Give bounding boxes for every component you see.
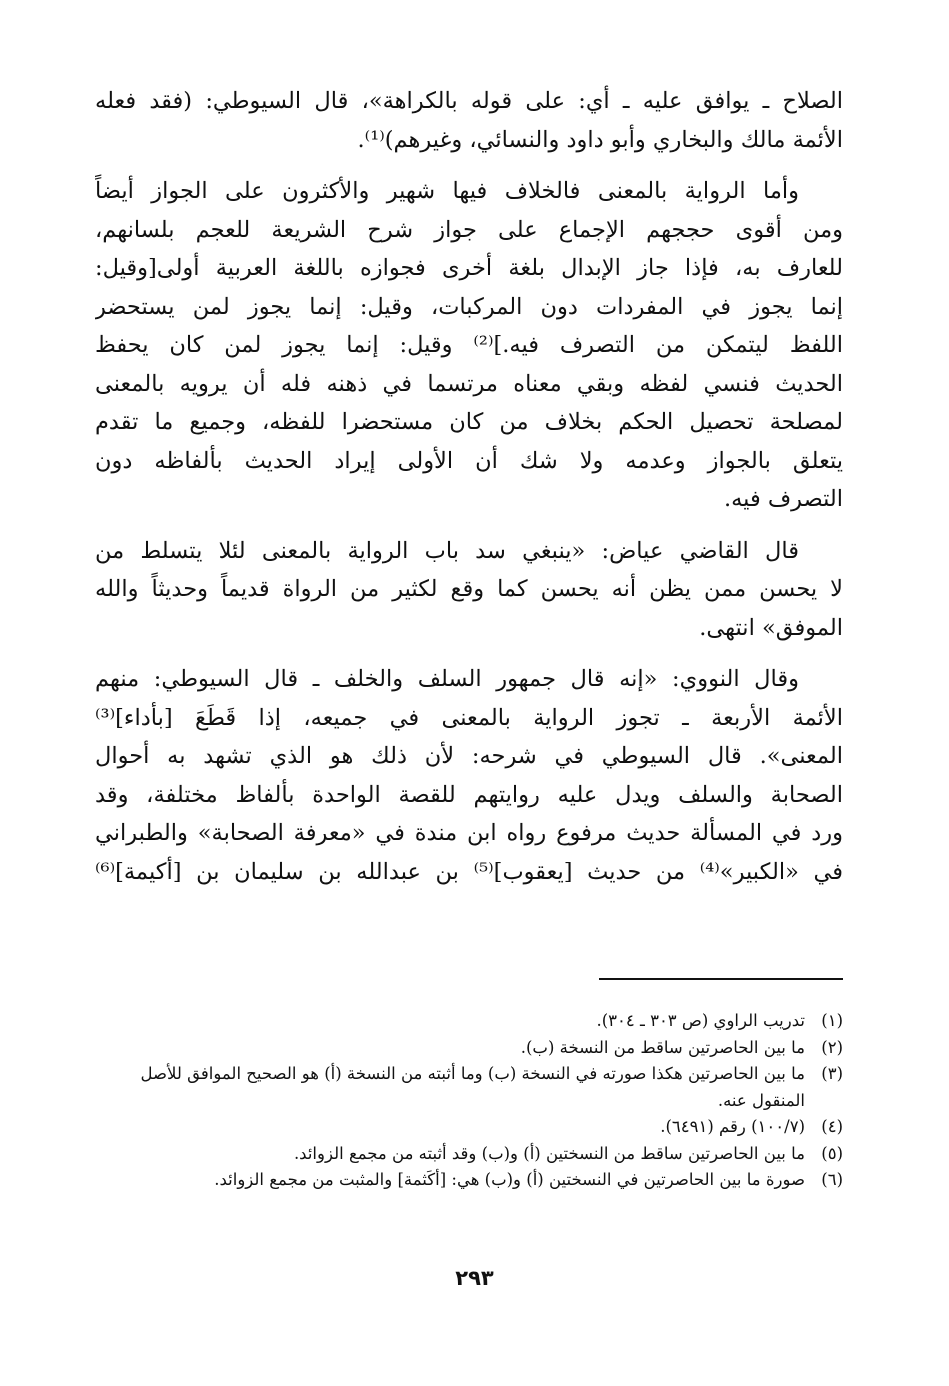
main-text: [95, 82, 843, 904]
text-line: الحديث فنسي لفظه وبقي معناه مرتسما في ذهنه فله أن يرويه بالمعنى: [95, 370, 843, 397]
text-line: وقال النووي: «إنه قال جمهور السلف والخلف ـ قال السيوطي: منهم: [95, 666, 799, 692]
text-line: لا يحسن ممن يظن أنه يحسن كما وقع لكثير من الرواة قديماً وحديثاً والله: [95, 576, 843, 602]
text-line: المعنى». قال السيوطي في شرحه: لأن ذلك هو الذي تشهد به أحوال: [95, 743, 843, 769]
footnote-text: صورة ما بين الحاصرتين في النسختين (أ) و(ب) هي: [أكَثمة] والمثبت من مجمع الزوائد.: [214, 1170, 805, 1189]
text-line: الصحابة والسلف ويدل عليه روايتهم للقصة الواحدة بألفاظ مختلفة، وقد: [95, 781, 843, 808]
text-line: إنما يجوز في المفردات دون المركبات، وقيل: إنما يجوز لمن يستحضر: [95, 293, 843, 320]
footnote-item: [95, 1167, 843, 1194]
footnote-item: [95, 1114, 843, 1141]
footnote-text: ما بين الحاصرتين هكذا صورته في النسخة (ب) وما أثبته من النسخة (أ) هو الصحيح الموافق للأصل المنقول عنه.: [140, 1064, 805, 1110]
text-line: الأئمة مالك والبخاري وأبو داود والنسائي، وغيرهم)⁽¹⁾.: [357, 126, 843, 153]
text-line: في «الكبير»⁽⁴⁾ من حديث [يعقوب]⁽⁵⁾ بن عبدالله بن سليمان بن [أكيمة]⁽⁶⁾: [95, 858, 843, 885]
paragraph-3: [95, 532, 843, 648]
text-line: التصرف فيه.: [723, 486, 843, 512]
paragraph-4: [95, 660, 843, 891]
footnote-number: (١): [821, 1011, 843, 1030]
text-line: قال القاضي عياض: «ينبغي سد باب الرواية بالمعنى لئلا يتسلط من: [95, 537, 799, 564]
text-line: لمصلحة تحصيل الحكم بخلاف من كان مستحضرا للفظه، وجميع ما تقدم: [95, 409, 843, 435]
footnote-item: [95, 1141, 843, 1168]
text-line: الأئمة الأربعة ـ تجوز الرواية بالمعنى في جميعه، إذا قَطَعَ [بأداء]⁽³⁾: [95, 704, 843, 731]
text-line: ومن أقوى حججهم الإجماع على جواز شرح الشريعة للعجم بلسانهم،: [95, 216, 843, 243]
footnote-number: (٦): [821, 1170, 843, 1189]
text-line: للعارف به، فإذا جاز الإبدال بلغة أخرى فجوازه باللغة العربية أولى[وقيل:: [95, 255, 843, 281]
text-line: يتعلق بالجواز وعدمه ولا شك أن الأولى إيراد الحديث بألفاظه دون: [95, 447, 843, 474]
footnote-number: (٣): [821, 1064, 843, 1083]
text-line: ورد في المسألة حديث مرفوع رواه ابن مندة في «معرفة الصحابة» والطبراني: [95, 820, 843, 846]
footnote-number: (٤): [821, 1117, 843, 1136]
footnote-item: [95, 1035, 843, 1062]
text-line: اللفظ ليتمكن من التصرف فيه.]⁽²⁾ وقيل: إنما يجوز لمن كان يحفظ: [95, 332, 843, 358]
text-line: الصلاح ـ يوافق عليه ـ أي: على قوله بالكراهة»، قال السيوطي: (فقد فعله: [95, 88, 843, 114]
paragraph-1: [95, 82, 843, 159]
paragraph-2: [95, 172, 843, 519]
footnote-text: ما بين الحاصرتين ساقط من النسخة (ب).: [520, 1037, 805, 1057]
footnote-divider: [599, 978, 843, 980]
text-line: وأما الرواية بالمعنى فالخلاف فيها شهير والأكثرون على الجواز أيضاً: [95, 178, 799, 204]
footnotes: [95, 1008, 843, 1194]
text-line: الموفق» انتهى.: [699, 614, 843, 641]
page-number: ٢٩٣: [455, 1266, 494, 1290]
footnote-number: (٢): [821, 1037, 843, 1057]
footnote-item: [95, 1061, 843, 1114]
footnote-text: ما بين الحاصرتين ساقط من النسختين (أ) و(ب) وقد أثبته من مجمع الزوائد.: [293, 1143, 805, 1163]
footnote-item: [95, 1008, 843, 1035]
footnote-text: (١٠٠/٧) رقم (٦٤٩١).: [660, 1117, 805, 1136]
footnote-number: (٥): [821, 1143, 843, 1163]
footnote-text: تدريب الراوي (ص ٣٠٣ ـ ٣٠٤).: [596, 1011, 805, 1030]
